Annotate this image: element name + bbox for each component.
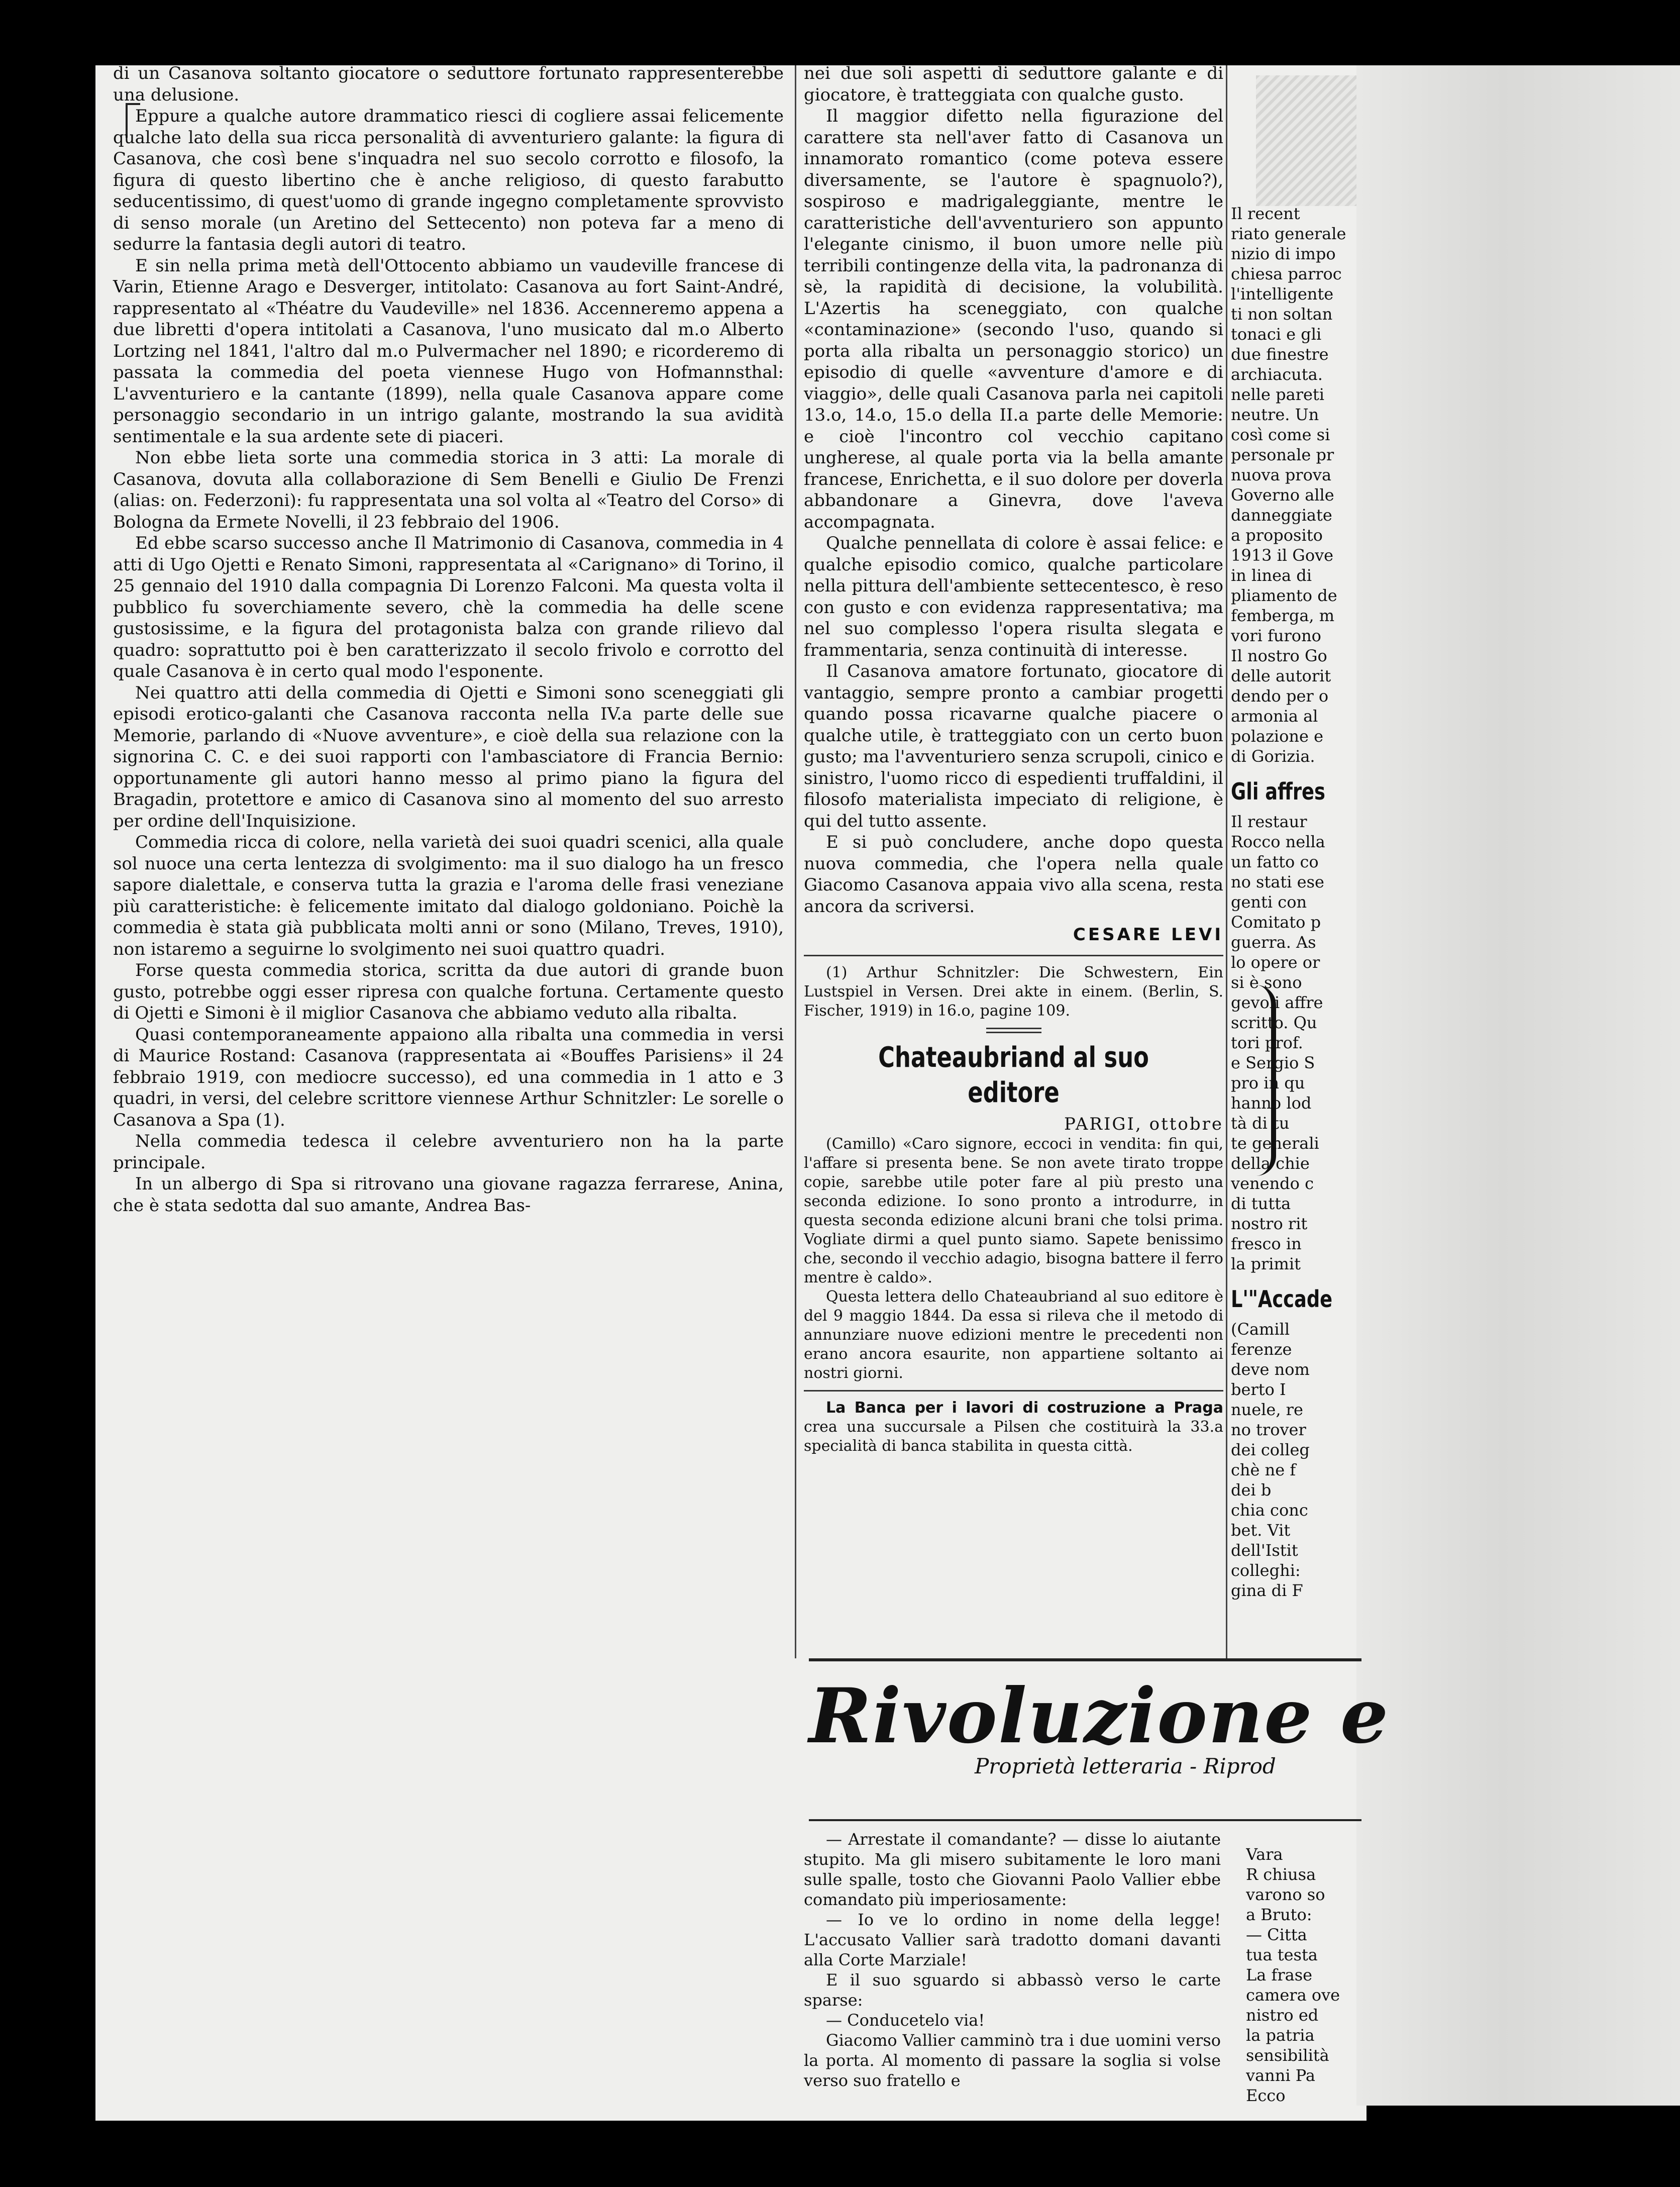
paragraph: Non ebbe lieta sorte una commedia storica in 3 atti: La morale di Casanova, dovuta alla collaborazione di Sem Benelli e Giulio De Frenzi (alias: on. Federzoni): fu rappresentata una sol volta al «Teatro del Corso» di Bologna da Ermete Novelli, il 23 febbraio del 1906. — [113, 448, 784, 532]
torn-corner — [1256, 75, 1356, 206]
text-line: lo opere or — [1231, 953, 1320, 972]
brief-text: crea una succursale a Pilsen che costituirà la 33.a specialità di banca stabilita in questa città. — [804, 1418, 1223, 1455]
text-line: dei colleg — [1231, 1440, 1310, 1459]
paragraph: E sin nella prima metà dell'Ottocento abbiamo un vaudeville francese di Varin, Etienne Arago e Desverger, intitolato: Casanova au fort Saint-André, rappresentato al «Théatre du Vaudeville» nel 1836. Accenneremo appena a due libretti d'opera intitolati a Casanova, l'uno musicato dal m.o Alberto Lortzing nel 1841, l'altro dal m.o Pulvermacher nel 1890; e ricorderemo di passata la commedia del poeta viennese Hugo von Hofmannsthal: L'avventuriero e la cantante (1899), nella quale Casanova appare come personaggio secondario in un intrigo galante, mostrando la sua avidità sentimentale e la sua ardente sete di piaceri. — [113, 255, 784, 447]
text-line: La frase — [1246, 1965, 1313, 1984]
text-line: berto I — [1231, 1380, 1286, 1399]
text-line: nuele, re — [1231, 1400, 1303, 1419]
text-line: bet. Vit — [1231, 1521, 1291, 1540]
text-line: Rocco nella — [1231, 832, 1325, 851]
text-line: tori prof. — [1231, 1033, 1303, 1052]
serial-subtitle: Proprietà letteraria - Riprod — [975, 1754, 1276, 1778]
text-line: scritto. Qu — [1231, 1013, 1317, 1032]
text-line: in linea di — [1231, 566, 1312, 585]
text-line: due finestre — [1231, 345, 1329, 364]
text-line: venendo c — [1231, 1174, 1314, 1193]
text-line: vori furono — [1231, 626, 1321, 645]
text-line: nuova prova — [1231, 465, 1332, 484]
divider — [986, 1028, 1041, 1033]
text-line: dendo per o — [1231, 686, 1329, 706]
author-signature: CESARE LEVI — [1073, 925, 1223, 945]
text-line: di tutta — [1231, 1194, 1291, 1213]
masthead-rule — [809, 1819, 1361, 1821]
text-line: Comitato p — [1231, 913, 1321, 932]
text-line: colleghi: — [1231, 1561, 1301, 1580]
paragraph: Ed ebbe scarso successo anche Il Matrimonio di Casanova, commedia in 4 atti di Ugo Ojetti e Renato Simoni, rappresentata al «Carignano» di Torino, il 25 gennaio del 1910 dalla compagnia Di Lorenzo Falconi. Ma questa volta il pubblico fu soverchiamente severo, chè la commedia ha delle scene gustosissime, e la figura del protagonista balza con grande rilievo dal quadro: soprattutto poi è ben caratterizzato il secolo frivolo e corrotto del quale Casanova è in certo qual modo l'esponente. — [113, 533, 784, 681]
masthead-rule — [809, 1658, 1361, 1661]
text-line: fresco in — [1231, 1234, 1302, 1253]
text-line: no stati ese — [1231, 872, 1324, 891]
text-line: no trover — [1231, 1420, 1306, 1439]
paragraph: Forse questa commedia storica, scritta da due autori di grande buon gusto, potrebbe oggi esser ripresa con qualche fortuna. Certamente questo di Ojetti e Simoni è il miglior Casanova che abbiamo veduto alla ribalta. — [113, 960, 784, 1023]
serial-column — [804, 1829, 1221, 2091]
column-rule — [795, 65, 796, 1658]
text-line: delle autorit — [1231, 666, 1331, 685]
text-line: R chiusa — [1246, 1865, 1316, 1884]
article-column-2 — [804, 63, 1223, 1456]
text-line: hanno lod — [1231, 1094, 1312, 1113]
section-headline: L'"Accade — [1231, 1285, 1333, 1313]
text-line: così come si — [1231, 425, 1330, 444]
text-line: genti con — [1231, 892, 1307, 912]
paragraph: — Conducetelo via! — [826, 2011, 985, 2030]
text-line: vanni Pa — [1246, 2066, 1315, 2085]
text-line: nostro rit — [1231, 1214, 1308, 1233]
text-line: femberga, m — [1231, 606, 1335, 625]
text-line: chia conc — [1231, 1501, 1308, 1520]
text-line: a Bruto: — [1246, 1905, 1312, 1924]
text-line: ti non soltan — [1231, 305, 1333, 324]
text-line: di Gorizia. — [1231, 747, 1315, 766]
serial-column-adjacent — [1246, 1844, 1361, 2106]
column-rule — [1226, 65, 1227, 1658]
text-line: danneggiate — [1231, 506, 1332, 525]
text-line: Il nostro Go — [1231, 646, 1327, 665]
text-line: 1913 il Gove — [1231, 546, 1334, 565]
text-line: si è sono — [1231, 973, 1302, 992]
paragraph: In un albergo di Spa si ritrovano una giovane ragazza ferrarese, Anina, che è stata sedotta dal suo amante, Andrea Bas- — [113, 1174, 784, 1216]
text-line: Il recent — [1231, 204, 1300, 223]
footnote: (1) Arthur Schnitzler: Die Schwestern, Ein Lustspiel in Versen. Drei akte in einem. (Berlin, S. Fischer, 1919) in 16.o, pagine 109. — [804, 963, 1223, 1020]
paragraph: Commedia ricca di colore, nella varietà dei suoi quadri scenici, alla quale sol nuoce una certa lentezza di svolgimento: ma il suo dialogo ha un fresco sapore dialettale, e conserva tutta la grazia e l'aroma delle frasi veneziane più caratteristiche: è felicemente imitato dal dialogo goldoniano. Poichè la commedia è stata già pubblicata molti anni or sono (Milano, Treves, 1910), non istaremo a seguirne lo svolgimento nei suoi quattro quadri. — [113, 832, 784, 959]
text-line: — Citta — [1246, 1925, 1307, 1944]
divider — [804, 955, 1223, 956]
text-line: chiesa parroc — [1231, 264, 1342, 283]
text-line: armonia al — [1231, 707, 1318, 726]
text-line: dei b — [1231, 1480, 1272, 1500]
text-line: guerra. As — [1231, 933, 1316, 952]
adjacent-column — [1231, 204, 1356, 1601]
serial-title: Rivoluzione e — [809, 1672, 1390, 1760]
text-line: te generali — [1231, 1134, 1319, 1153]
text-line: Governo alle — [1231, 485, 1334, 505]
text-line: polazione e — [1231, 727, 1324, 746]
article-headline: Chateaubriand al suo editore — [878, 1041, 1149, 1109]
dateline: PARIGI, ottobre — [1064, 1114, 1223, 1134]
text-line: riato generale — [1231, 224, 1346, 243]
paragraph: (Camillo) «Caro signore, eccoci in vendita: fin qui, l'affare si presenta bene. Se non avete tirato troppe copie, sarebbe utile poter fare al più presto una seconda edizione. Io sono pronto a introdurre, in questa seconda edizione alcuni brani che tolsi prima. Vogliate dirmi a quel punto siamo. Sapete benissimo che, secondo il vecchio adagio, bisogna battere il ferro mentre è caldo». — [804, 1135, 1223, 1286]
text-line: ferenze — [1231, 1340, 1292, 1359]
serial-masthead — [809, 1672, 1390, 1779]
paragraph: di un Casanova soltanto giocatore o seduttore fortunato rappresenterebbe una delusione. — [113, 63, 784, 105]
text-line: chè ne f — [1231, 1460, 1296, 1479]
section-headline: Gli affres — [1231, 778, 1325, 805]
paragraph: Questa lettera dello Chateaubriand al suo editore è del 9 maggio 1844. Da essa si rileva che il metodo di annunziare nuove edizioni mentre le precedenti non erano ancora esaurite, non appartiene soltanto ai nostri giorni. — [804, 1288, 1223, 1382]
adjacent-clipping — [1356, 65, 1680, 2106]
text-line: gina di F — [1231, 1581, 1303, 1600]
text-line: Vara — [1246, 1845, 1283, 1864]
text-line: un fatto co — [1231, 852, 1319, 871]
text-line: l'intelligente — [1231, 284, 1334, 304]
text-line: nelle pareti — [1231, 385, 1325, 404]
paragraph: E si può concludere, anche dopo questa nuova commedia, che l'opera nella quale Giacomo Casanova appaia vivo alla scena, resta ancora da scriversi. — [804, 832, 1223, 917]
text-line: archiacuta. — [1231, 365, 1323, 384]
text-line: nizio di impo — [1231, 244, 1336, 263]
text-line: nistro ed — [1246, 2006, 1319, 2025]
text-line: pliamento de — [1231, 586, 1337, 605]
paragraph: nei due soli aspetti di seduttore galante e di giocatore, è tratteggiata con qualche gusto. — [804, 63, 1223, 105]
divider — [804, 1390, 1223, 1391]
text-line: personale pr — [1231, 445, 1334, 464]
text-line: (Camill — [1231, 1320, 1290, 1339]
paragraph: Quasi contemporaneamente appaiono alla ribalta una commedia in versi di Maurice Rostand: Casanova (rappresentata ai «Bouffes Parisiens» il 24 febbraio 1919, con mediocre successo), ed una commedia in 1 atto e 3 quadri, in versi, del celebre scrittore viennese Arthur Schnitzler: Le sorelle o Casanova a Spa (1). — [113, 1024, 784, 1130]
article-column-1 — [113, 63, 784, 1216]
text-line: camera ove — [1246, 1985, 1340, 2005]
paragraph: Giacomo Vallier camminò tra i due uomini verso la porta. Al momento di passare la soglia si volse verso suo fratello e — [804, 2031, 1221, 2090]
text-line: pro in qu — [1231, 1073, 1305, 1092]
text-line: e Sergio S — [1231, 1053, 1315, 1072]
text-line: gevoli affre — [1231, 993, 1323, 1012]
text-line: dell'Istit — [1231, 1541, 1298, 1560]
paragraph: Il Casanova amatore fortunato, giocatore di vantaggio, sempre pronto a cambiar progetti quando possa ricavarne qualche piacere o qualche utile, è tratteggiato con un certo buon gusto; ma l'avventuriero senza scrupoli, cinico e sinistro, l'uomo ricco di espedienti truffaldini, il filosofo materialista impeciato di religione, è qui del tutto assente. — [804, 661, 1223, 831]
paragraph: Eppure a qualche autore drammatico riesci di cogliere assai felicemente qualche lato della sua ricca personalità di avventuriero galante: la figura di Casanova, che così bene s'inquadra nel suo secolo corrotto e filosofo, la figura di questo libertino che è anche religioso, di questo farabutto seducentissimo, di quest'uomo di grande ingegno completamente sprovvisto di senso morale (un Aretino del Settecento) non poteva far a meno di sedurre la fantasia degli autori di teatro. — [113, 106, 784, 254]
text-line: Ecco — [1246, 2086, 1286, 2105]
text-line: la primit — [1231, 1254, 1301, 1273]
text-line: della chie — [1231, 1154, 1310, 1173]
paragraph: Qualche pennellata di colore è assai felice: e qualche episodio comico, qualche particolare nella pittura dell'ambiente settecentesco, è reso con gusto e con evidenza rappresentativa; ma nel suo complesso l'opera risulta slegata e frammentaria, senza continuità di interesse. — [804, 533, 1223, 660]
text-line: tua testa — [1246, 1945, 1318, 1964]
text-line: la patria — [1246, 2026, 1315, 2045]
text-line: neutre. Un — [1231, 405, 1319, 424]
text-line: tonaci e gli — [1231, 325, 1322, 344]
text-line: deve nom — [1231, 1360, 1310, 1379]
paragraph: — Io ve lo ordino in nome della legge! L'accusato Vallier sarà tradotto domani davanti alla Corte Marziale! — [804, 1910, 1221, 1969]
brief-title: La Banca per i lavori di costruzione a Praga — [826, 1399, 1223, 1417]
text-line: a proposito — [1231, 526, 1323, 545]
paragraph: — Arrestate il comandante? — disse lo aiutante stupito. Ma gli misero subitamente le loro mani sulle spalle, tosto che Giovanni Paolo Vallier ebbe comandato più imperiosamente: — [804, 1830, 1221, 1909]
text-line: varono so — [1246, 1885, 1325, 1904]
paragraph: Il maggior difetto nella figurazione del carattere sta nell'aver fatto di Casanova un innamorato romantico (come poteva essere diversamente, se l'autore è spagnuolo?), sospiroso e madrigaleggiante, mentre le caratteristiche dell'avventuriero son appunto l'elegante cinismo, il buon umore nelle più terribili contingenze della vita, la padronanza di sè, la rapidità di decisione, la volubilità. L'Azertis ha sceneggiato, con qualche «contaminazione» (secondo l'uso, quando si porta alla ribalta un personaggio storico) un episodio di quelle «avventure d'amore e di viaggio», delle quali Casanova parla nei capitoli 13.o, 14.o, 15.o della II.a parte delle Memorie: e cioè l'incontro col vecchio capitano ungherese, al quale porta via la bella amante francese, Enrichetta, e il suo dolore per doverla abbandonare a Ginevra, dove l'aveva accompagnata. — [804, 106, 1223, 532]
text-line: sensibilità — [1246, 2046, 1329, 2065]
paragraph: E il suo sguardo si abbassò verso le carte sparse: — [804, 1970, 1221, 2010]
pen-mark — [1251, 985, 1276, 1176]
text-line: Il restaur — [1231, 812, 1307, 831]
paragraph: Nella commedia tedesca il celebre avventuriero non ha la parte principale. — [113, 1131, 784, 1173]
text-line: tà di tu — [1231, 1114, 1290, 1133]
paragraph: Nei quattro atti della commedia di Ojetti e Simoni sono sceneggiati gli episodi erotico-galanti che Casanova racconta nella IV.a parte delle sue Memorie, parlando di «Nuove avventure», e cioè della sua relazione con la signorina C. C. e dei suoi rapporti con l'ambasciatore di Francia Bernio: opportunamente gli autori hanno messo al primo piano la figura del Bragadin, protettore e amico di Casanova sino al momento del suo arresto per ordine dell'Inquisizione. — [113, 682, 784, 831]
